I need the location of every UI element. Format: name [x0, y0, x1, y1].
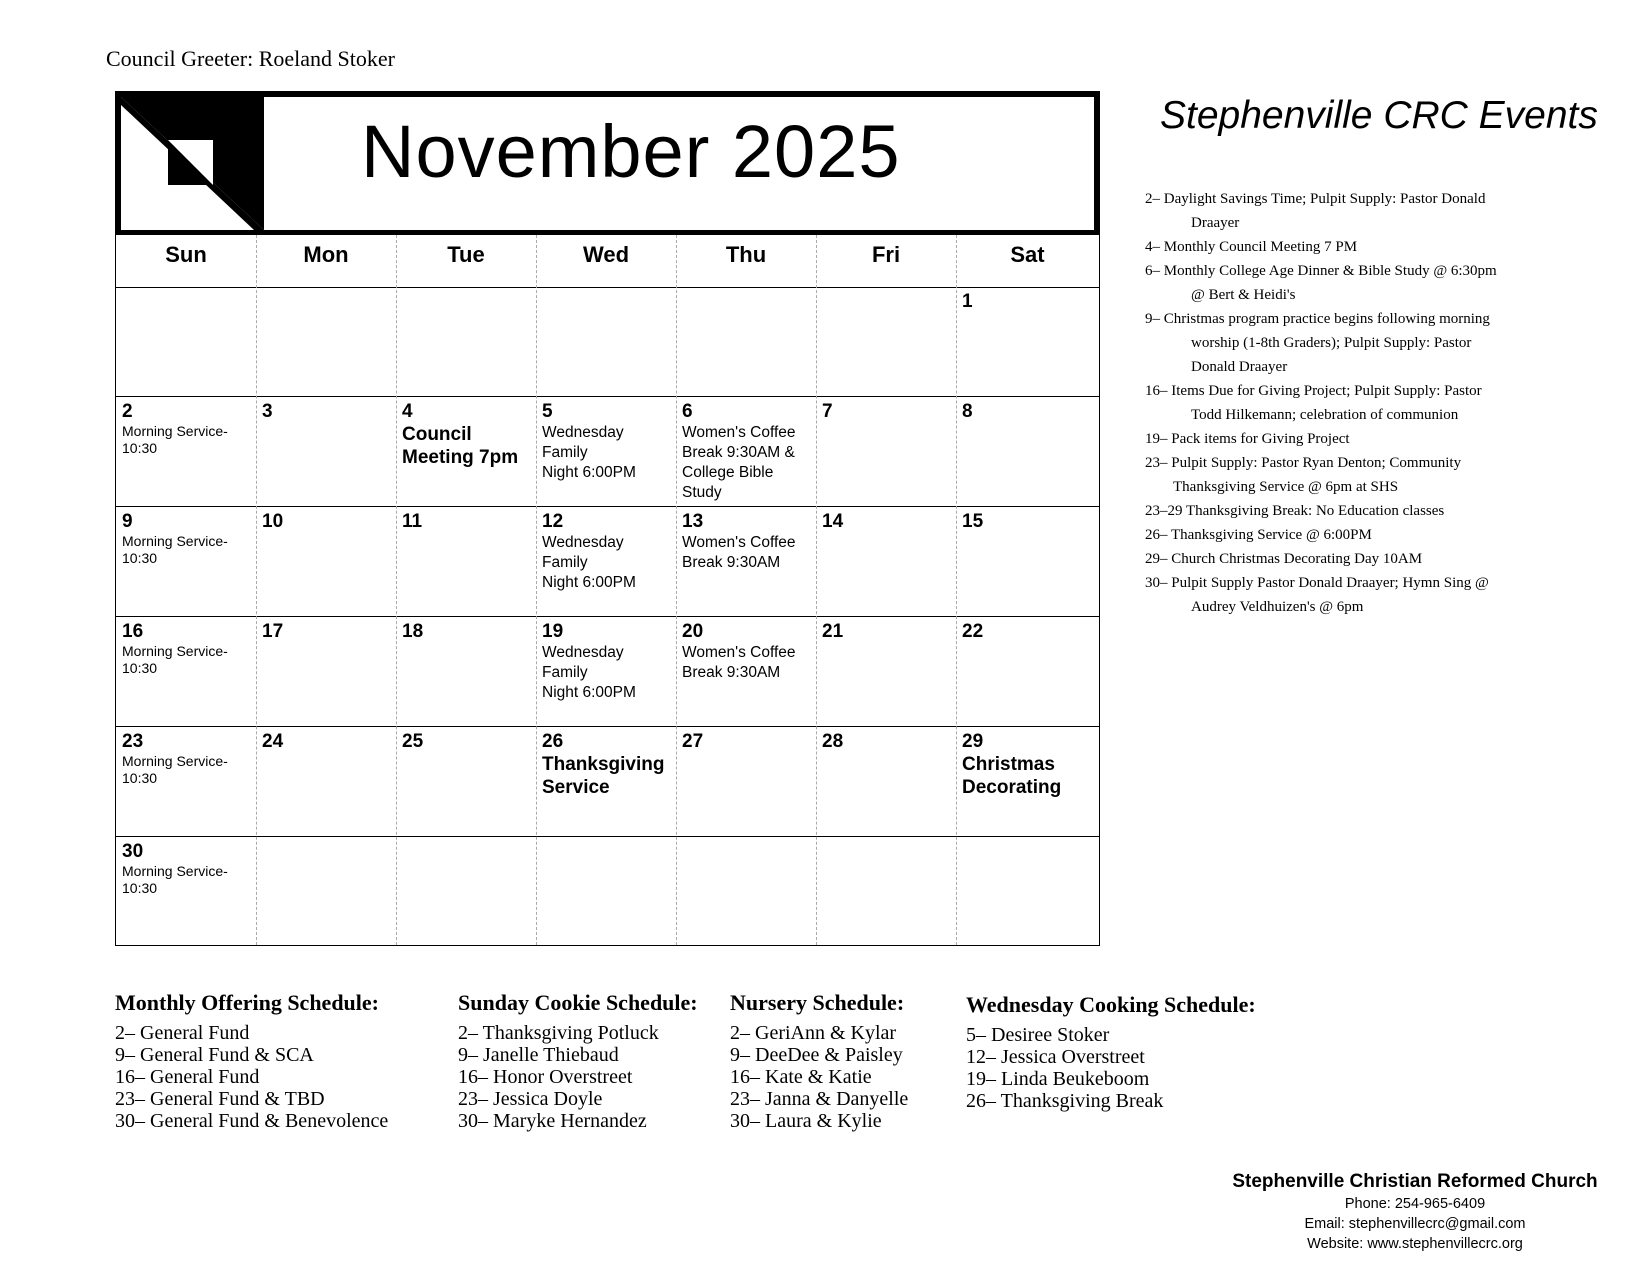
event-text-continued: Draayer: [1191, 215, 1240, 231]
week-row: [116, 287, 1099, 397]
day-event-text: Break 9:30AM &: [682, 444, 795, 461]
day-number: 25: [402, 731, 424, 752]
day-cell[interactable]: [256, 837, 396, 946]
day-cell[interactable]: [396, 287, 536, 396]
day-number: 14: [822, 511, 844, 532]
week-row: [116, 727, 1099, 837]
event-item: [1145, 571, 1545, 619]
day-event-text: Decorating: [962, 777, 1062, 798]
schedule-title: Monthly Offering Schedule:: [115, 990, 379, 1015]
column-divider: [816, 235, 817, 945]
event-text: 4– Monthly Council Meeting 7 PM: [1145, 239, 1358, 255]
day-cell[interactable]: [256, 287, 396, 396]
schedule-entry: 5– Desiree Stoker: [966, 1024, 1110, 1046]
day-event-text: Morning Service-: [122, 753, 228, 769]
day-event-text: 10:30: [122, 550, 158, 566]
day-cell[interactable]: [676, 507, 816, 616]
day-number: 21: [822, 621, 844, 642]
day-cell[interactable]: [396, 837, 536, 946]
offering-schedule: [115, 990, 388, 1132]
event-text-continued: Thanksgiving Service @ 6pm at SHS: [1173, 479, 1399, 495]
day-number: 22: [962, 621, 984, 642]
day-cell[interactable]: [396, 617, 536, 726]
event-text-continued: Donald Draayer: [1191, 359, 1288, 375]
day-of-week-wed: Wed: [582, 242, 630, 267]
day-event-text: Wednesday Family: [542, 534, 624, 571]
event-item: [1145, 451, 1545, 499]
column-divider: [956, 235, 957, 945]
event-text: 26– Thanksgiving Service @ 6:00PM: [1145, 527, 1372, 543]
day-number: 2: [122, 401, 133, 422]
day-number: 9: [122, 511, 133, 532]
cooking-schedule: [966, 992, 1256, 1112]
calendar: [115, 91, 1100, 946]
day-cell[interactable]: [116, 397, 256, 506]
event-text-continued: Audrey Veldhuizen's @ 6pm: [1191, 599, 1364, 615]
day-cell[interactable]: [956, 397, 1099, 506]
event-text: 23– Pulpit Supply: Pastor Ryan Denton; Community: [1145, 455, 1462, 471]
schedule-entry: 9– General Fund & SCA: [115, 1044, 314, 1066]
day-cell[interactable]: [676, 837, 816, 946]
event-item: [1145, 547, 1545, 571]
day-of-week-thu: Thu: [725, 242, 767, 267]
event-text: 16– Items Due for Giving Project; Pulpit Supply: Pastor: [1145, 383, 1482, 399]
day-number: 7: [822, 401, 833, 422]
day-number: 1: [962, 291, 973, 312]
day-cell[interactable]: [956, 727, 1099, 836]
schedule-entry: 9– Janelle Thiebaud: [458, 1044, 619, 1066]
day-cell[interactable]: [676, 287, 816, 396]
schedule-entry: 12– Jessica Overstreet: [966, 1046, 1145, 1068]
day-cell[interactable]: [676, 727, 816, 836]
day-number: 4: [402, 401, 413, 422]
event-item: [1145, 259, 1545, 307]
day-event-text: Break 9:30AM: [682, 664, 781, 681]
column-divider: [396, 235, 397, 945]
day-event-text: Thanksgiving: [542, 754, 665, 775]
day-number: 17: [262, 621, 284, 642]
event-item: [1145, 379, 1545, 427]
day-event-text: Christmas: [962, 754, 1055, 775]
church-email[interactable]: Email: stephenvillecrc@gmail.com: [1304, 1216, 1526, 1232]
day-event-text: Service: [542, 777, 610, 798]
calendar-header: [116, 92, 1099, 235]
week-row: [116, 507, 1099, 617]
schedule-title: Sunday Cookie Schedule:: [458, 990, 698, 1015]
day-cell[interactable]: [956, 837, 1099, 946]
day-number: 18: [402, 621, 424, 642]
day-cell[interactable]: [816, 397, 956, 506]
day-cell[interactable]: [816, 837, 956, 946]
event-text: 6– Monthly College Age Dinner & Bible Study @ 6:30pm: [1145, 263, 1497, 279]
day-cell[interactable]: [816, 617, 956, 726]
day-number: 30: [122, 841, 144, 862]
day-number: 10: [262, 511, 284, 532]
schedule-entry: 30– General Fund & Benevolence: [115, 1110, 389, 1132]
schedule-entry: 16– Kate & Katie: [730, 1066, 872, 1088]
day-event-text: Wednesday Family: [542, 644, 624, 681]
day-event-text: College Bible Study: [682, 464, 774, 501]
day-event-text: Night 6:00PM: [542, 464, 636, 481]
event-item: [1145, 427, 1545, 451]
week-row: [116, 397, 1099, 507]
event-item: [1145, 307, 1545, 379]
day-number: 28: [822, 731, 844, 752]
day-cell[interactable]: [536, 617, 676, 726]
day-event-text: Women's Coffee: [682, 534, 796, 551]
column-divider: [676, 235, 677, 945]
schedule-title: Nursery Schedule:: [730, 990, 905, 1015]
day-number: 19: [542, 621, 564, 642]
day-cell[interactable]: [116, 507, 256, 616]
day-cell[interactable]: [116, 837, 256, 946]
church-footer: [1190, 1170, 1640, 1254]
event-text-continued: worship (1-8th Graders); Pulpit Supply: Pastor: [1191, 335, 1472, 351]
schedule-entry: 2– Thanksgiving Potluck: [458, 1022, 659, 1044]
day-event-text: Morning Service-: [122, 643, 228, 659]
day-number: 23: [122, 731, 144, 752]
events-list: [1145, 187, 1545, 619]
week-row: [116, 617, 1099, 727]
schedule-entry: 16– Honor Overstreet: [458, 1066, 633, 1088]
event-text: 23–29 Thanksgiving Break: No Education classes: [1145, 503, 1445, 519]
day-number: 24: [262, 731, 284, 752]
day-cell[interactable]: [816, 507, 956, 616]
quilt-block-logo-icon: [121, 97, 264, 230]
church-name: Stephenville Christian Reformed Church: [1232, 1171, 1598, 1192]
day-number: 6: [682, 401, 693, 422]
schedule-entry: 16– General Fund: [115, 1066, 260, 1088]
schedule-entry: 23– Jessica Doyle: [458, 1088, 603, 1110]
day-cell[interactable]: [396, 507, 536, 616]
day-number: 26: [542, 731, 564, 752]
church-phone: Phone: 254-965-6409: [1344, 1196, 1486, 1212]
cookie-schedule: [458, 990, 698, 1132]
day-event-text: Morning Service-: [122, 863, 228, 879]
month-title: November 2025: [361, 110, 901, 193]
day-number: 27: [682, 731, 704, 752]
day-event-text: Women's Coffee: [682, 424, 796, 441]
week-row: [116, 837, 1099, 946]
day-number: 16: [122, 621, 144, 642]
day-number: 8: [962, 401, 973, 422]
day-cell[interactable]: [116, 287, 256, 396]
schedule-entry: 30– Laura & Kylie: [730, 1110, 882, 1132]
day-cell[interactable]: [536, 507, 676, 616]
day-cell[interactable]: [956, 507, 1099, 616]
day-of-week-tue: Tue: [447, 242, 485, 267]
day-cell[interactable]: [536, 287, 676, 396]
day-cell[interactable]: [256, 617, 396, 726]
day-event-text: Meeting 7pm: [402, 447, 519, 468]
day-cell[interactable]: [116, 727, 256, 836]
day-cell[interactable]: [256, 507, 396, 616]
day-event-text: Wednesday Family: [542, 424, 624, 461]
day-number: 11: [402, 511, 423, 532]
day-cell[interactable]: [536, 397, 676, 506]
day-number: 5: [542, 401, 553, 422]
event-text: 2– Daylight Savings Time; Pulpit Supply: Pastor Donald: [1145, 191, 1486, 207]
schedule-entry: 23– General Fund & TBD: [115, 1088, 325, 1110]
day-cell[interactable]: [956, 617, 1099, 726]
column-divider: [536, 235, 537, 945]
day-event-text: 10:30: [122, 440, 158, 456]
day-event-text: Women's Coffee: [682, 644, 796, 661]
day-event-text: Council: [402, 424, 472, 445]
day-of-week-sun: Sun: [165, 242, 207, 267]
column-divider: [256, 235, 257, 945]
day-number: 13: [682, 511, 704, 532]
schedule-entry: 19– Linda Beukeboom: [966, 1068, 1150, 1090]
schedule-entry: 9– DeeDee & Paisley: [730, 1044, 903, 1066]
schedule-entry: 30– Maryke Hernandez: [458, 1110, 647, 1132]
day-number: 20: [682, 621, 704, 642]
day-cell[interactable]: [396, 397, 536, 506]
day-number: 15: [962, 511, 984, 532]
days-of-week-row: [116, 235, 1099, 288]
day-cell[interactable]: [956, 287, 1099, 396]
day-of-week-fri: Fri: [871, 242, 901, 267]
day-event-text: Morning Service-: [122, 423, 228, 439]
event-text: 9– Christmas program practice begins following morning: [1145, 311, 1490, 327]
council-greeter: Council Greeter: Roeland Stoker: [106, 46, 395, 71]
church-website[interactable]: Website: www.stephenvillecrc.org: [1307, 1236, 1523, 1252]
day-cell[interactable]: [676, 617, 816, 726]
day-event-text: 10:30: [122, 880, 158, 896]
day-number: 12: [542, 511, 564, 532]
day-cell[interactable]: [536, 837, 676, 946]
day-of-week-mon: Mon: [303, 242, 349, 267]
day-cell[interactable]: [116, 617, 256, 726]
day-event-text: 10:30: [122, 660, 158, 676]
day-event-text: Break 9:30AM: [682, 554, 781, 571]
day-cell[interactable]: [536, 727, 676, 836]
day-cell[interactable]: [676, 397, 816, 506]
event-text: 29– Church Christmas Decorating Day 10AM: [1145, 551, 1423, 567]
day-cell[interactable]: [256, 727, 396, 836]
day-cell[interactable]: [396, 727, 536, 836]
day-number: 3: [262, 401, 273, 422]
event-item: [1145, 187, 1545, 235]
schedule-entry: 2– General Fund: [115, 1022, 250, 1044]
event-text-continued: Todd Hilkemann; celebration of communion: [1191, 407, 1459, 423]
event-text: 30– Pulpit Supply Pastor Donald Draayer; Hymn Sing @: [1145, 575, 1489, 591]
schedule-entry: 2– GeriAnn & Kylar: [730, 1022, 897, 1044]
nursery-schedule: [730, 990, 908, 1132]
day-event-text: Night 6:00PM: [542, 574, 636, 591]
day-event-text: 10:30: [122, 770, 158, 786]
events-title: Stephenville CRC Events: [1160, 94, 1598, 137]
day-cell[interactable]: [256, 397, 396, 506]
schedule-entry: 23– Janna & Danyelle: [730, 1088, 909, 1110]
day-event-text: Morning Service-: [122, 533, 228, 549]
event-text: 19– Pack items for Giving Project: [1145, 431, 1350, 447]
event-item: [1145, 235, 1545, 259]
event-item: [1145, 499, 1545, 523]
day-event-text: Night 6:00PM: [542, 684, 636, 701]
event-text-continued: @ Bert & Heidi's: [1191, 287, 1296, 303]
day-of-week-sat: Sat: [1010, 242, 1045, 267]
event-item: [1145, 523, 1545, 547]
day-cell[interactable]: [816, 727, 956, 836]
day-cell[interactable]: [816, 287, 956, 396]
schedule-entry: 26– Thanksgiving Break: [966, 1090, 1164, 1112]
day-number: 29: [962, 731, 984, 752]
schedule-title: Wednesday Cooking Schedule:: [966, 992, 1256, 1017]
